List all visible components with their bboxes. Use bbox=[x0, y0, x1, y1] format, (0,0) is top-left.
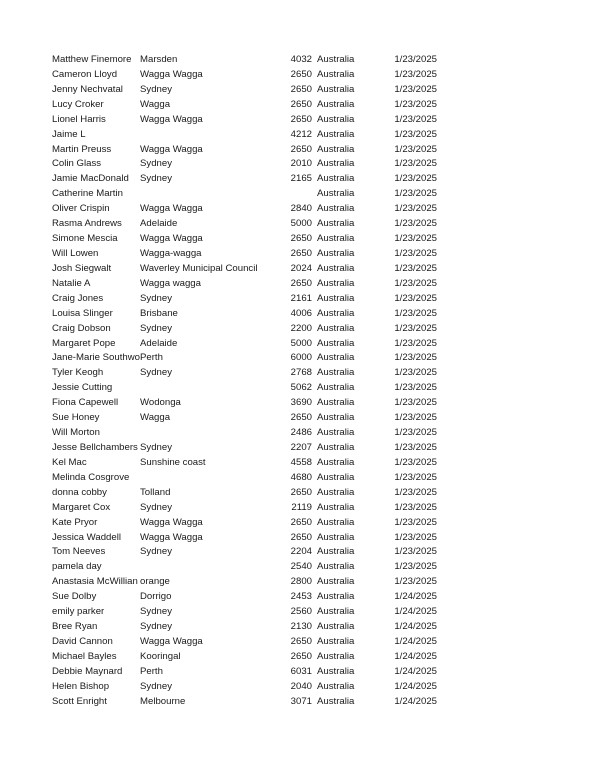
table-row bbox=[0, 351, 600, 366]
city-cell: Sydney bbox=[140, 501, 288, 516]
city-cell: Adelaide bbox=[140, 337, 288, 352]
name-cell: Rasma Andrews bbox=[52, 218, 122, 230]
date-cell: 1/23/2025 bbox=[394, 561, 437, 573]
postcode-cell: 2010 bbox=[290, 158, 312, 170]
postcode-cell: 2040 bbox=[290, 680, 312, 692]
postcode-cell: 5000 bbox=[290, 218, 312, 230]
postcode-cell: 2200 bbox=[290, 322, 312, 334]
date-cell: 1/23/2025 bbox=[394, 486, 437, 498]
postcode-cell: 2453 bbox=[290, 591, 312, 603]
table-row bbox=[0, 441, 600, 456]
country-cell: Australia bbox=[317, 382, 355, 394]
country-cell: Australia bbox=[317, 113, 355, 125]
postcode-cell: 4032 bbox=[290, 54, 312, 65]
table-row bbox=[0, 381, 600, 396]
table-row bbox=[0, 590, 600, 605]
table-row bbox=[0, 605, 600, 620]
postcode-cell: 6031 bbox=[290, 665, 312, 677]
postcode-cell: 4680 bbox=[290, 471, 312, 483]
name-cell: Kel Mac bbox=[52, 456, 87, 468]
country-cell: Australia bbox=[317, 531, 355, 543]
postcode-cell: 2840 bbox=[290, 203, 312, 215]
country-cell: Australia bbox=[317, 606, 355, 618]
table-row bbox=[0, 277, 600, 292]
date-cell: 1/24/2025 bbox=[394, 606, 437, 618]
country-cell: Australia bbox=[317, 292, 355, 304]
city-cell: Perth bbox=[140, 665, 288, 680]
table-row bbox=[0, 307, 600, 322]
table-row bbox=[0, 172, 600, 187]
postcode-cell: 2650 bbox=[290, 98, 312, 110]
name-cell: Bree Ryan bbox=[52, 621, 98, 633]
name-cell: Margaret Cox bbox=[52, 501, 111, 513]
date-cell: 1/23/2025 bbox=[394, 352, 437, 364]
country-cell: Australia bbox=[317, 307, 355, 319]
country-cell: Australia bbox=[317, 591, 355, 603]
name-cell: Jesse Bellchambers bbox=[52, 441, 138, 453]
city-cell: Wagga Wagga bbox=[140, 68, 288, 83]
country-cell: Australia bbox=[317, 546, 355, 558]
city-cell: Wagga-wagga bbox=[140, 247, 288, 262]
date-cell: 1/24/2025 bbox=[394, 680, 437, 692]
date-cell: 1/23/2025 bbox=[394, 128, 437, 140]
date-cell: 1/23/2025 bbox=[394, 68, 437, 80]
country-cell: Australia bbox=[317, 143, 355, 155]
postcode-cell: 2650 bbox=[290, 83, 312, 95]
city-cell: Brisbane bbox=[140, 307, 288, 322]
name-cell: Tyler Keogh bbox=[52, 367, 104, 379]
country-cell: Australia bbox=[317, 516, 355, 528]
table-row bbox=[0, 53, 600, 68]
date-cell: 1/24/2025 bbox=[394, 695, 437, 707]
country-cell: Australia bbox=[317, 650, 355, 662]
postcode-cell: 2486 bbox=[290, 427, 312, 439]
country-cell: Australia bbox=[317, 218, 355, 230]
country-cell: Australia bbox=[317, 367, 355, 379]
table-row bbox=[0, 471, 600, 486]
table-row bbox=[0, 516, 600, 531]
name-cell: Will Lowen bbox=[52, 247, 99, 259]
date-cell: 1/23/2025 bbox=[394, 188, 437, 200]
table-row bbox=[0, 560, 600, 575]
table-row bbox=[0, 665, 600, 680]
date-cell: 1/23/2025 bbox=[394, 54, 437, 65]
country-cell: Australia bbox=[317, 665, 355, 677]
country-cell: Australia bbox=[317, 233, 355, 245]
name-cell: Matthew Finemore bbox=[52, 54, 132, 65]
table-row bbox=[0, 337, 600, 352]
table-row bbox=[0, 635, 600, 650]
name-cell: Kate Pryor bbox=[52, 516, 98, 528]
country-cell: Australia bbox=[317, 337, 355, 349]
date-cell: 1/23/2025 bbox=[394, 173, 437, 185]
name-cell: donna cobby bbox=[52, 486, 107, 498]
country-cell: Australia bbox=[317, 98, 355, 110]
city-cell: Dorrigo bbox=[140, 590, 288, 605]
postcode-cell: 2650 bbox=[290, 113, 312, 125]
date-cell: 1/23/2025 bbox=[394, 471, 437, 483]
name-cell: Tom Neeves bbox=[52, 546, 106, 558]
date-cell: 1/23/2025 bbox=[394, 98, 437, 110]
country-cell: Australia bbox=[317, 188, 355, 200]
postcode-cell: 4006 bbox=[290, 307, 312, 319]
table-row bbox=[0, 501, 600, 516]
postcode-cell: 5062 bbox=[290, 382, 312, 394]
city-cell: Sydney bbox=[140, 172, 288, 187]
date-cell: 1/23/2025 bbox=[394, 576, 437, 588]
name-cell: Natalie A bbox=[52, 277, 91, 289]
date-cell: 1/23/2025 bbox=[394, 441, 437, 453]
date-cell: 1/23/2025 bbox=[394, 292, 437, 304]
country-cell: Australia bbox=[317, 561, 355, 573]
country-cell: Australia bbox=[317, 173, 355, 185]
date-cell: 1/23/2025 bbox=[394, 427, 437, 439]
city-cell: Marsden bbox=[140, 53, 288, 68]
country-cell: Australia bbox=[317, 680, 355, 692]
name-cell: Craig Jones bbox=[52, 292, 104, 304]
table-row bbox=[0, 620, 600, 635]
name-cell: Margaret Pope bbox=[52, 337, 116, 349]
country-cell: Australia bbox=[317, 397, 355, 409]
date-cell: 1/23/2025 bbox=[394, 516, 437, 528]
country-cell: Australia bbox=[317, 277, 355, 289]
spreadsheet-table bbox=[0, 53, 600, 710]
postcode-cell: 6000 bbox=[290, 352, 312, 364]
table-row bbox=[0, 187, 600, 202]
city-cell: Tolland bbox=[140, 486, 288, 501]
city-cell: Sydney bbox=[140, 292, 288, 307]
name-cell: Jessie Cutting bbox=[52, 382, 113, 394]
name-cell: Fiona Capewell bbox=[52, 397, 119, 409]
date-cell: 1/23/2025 bbox=[394, 262, 437, 274]
country-cell: Australia bbox=[317, 486, 355, 498]
name-cell: Jane-Marie Southwo bbox=[52, 352, 140, 364]
postcode-cell: 2650 bbox=[290, 516, 312, 528]
postcode-cell: 3071 bbox=[290, 695, 312, 707]
table-row bbox=[0, 232, 600, 247]
name-cell: David Cannon bbox=[52, 635, 113, 647]
date-cell: 1/23/2025 bbox=[394, 456, 437, 468]
postcode-cell: 2650 bbox=[290, 233, 312, 245]
name-cell: Oliver Crispin bbox=[52, 203, 110, 215]
name-cell: Josh Siegwalt bbox=[52, 262, 112, 274]
table-row bbox=[0, 456, 600, 471]
postcode-cell: 2560 bbox=[290, 606, 312, 618]
date-cell: 1/23/2025 bbox=[394, 382, 437, 394]
date-cell: 1/23/2025 bbox=[394, 83, 437, 95]
country-cell: Australia bbox=[317, 352, 355, 364]
city-cell: Sydney bbox=[140, 605, 288, 620]
city-cell: Wagga Wagga bbox=[140, 232, 288, 247]
city-cell: Wagga Wagga bbox=[140, 113, 288, 128]
name-cell: Anastasia McWillian bbox=[52, 576, 138, 588]
city-cell: Wagga Wagga bbox=[140, 143, 288, 158]
table-row bbox=[0, 157, 600, 172]
table-row bbox=[0, 98, 600, 113]
table-row bbox=[0, 545, 600, 560]
postcode-cell: 2650 bbox=[290, 635, 312, 647]
table-row bbox=[0, 247, 600, 262]
date-cell: 1/24/2025 bbox=[394, 591, 437, 603]
date-cell: 1/23/2025 bbox=[394, 203, 437, 215]
country-cell: Australia bbox=[317, 54, 355, 65]
postcode-cell: 2650 bbox=[290, 531, 312, 543]
name-cell: Sue Honey bbox=[52, 412, 100, 424]
name-cell: emily parker bbox=[52, 606, 105, 618]
name-cell: Melinda Cosgrove bbox=[52, 471, 130, 483]
country-cell: Australia bbox=[317, 83, 355, 95]
city-cell: Melbourne bbox=[140, 695, 288, 710]
country-cell: Australia bbox=[317, 501, 355, 513]
postcode-cell: 4212 bbox=[290, 128, 312, 140]
date-cell: 1/23/2025 bbox=[394, 233, 437, 245]
city-cell: Sydney bbox=[140, 157, 288, 172]
city-cell: Kooringal bbox=[140, 650, 288, 665]
table-row bbox=[0, 531, 600, 546]
country-cell: Australia bbox=[317, 456, 355, 468]
table-row bbox=[0, 143, 600, 158]
date-cell: 1/23/2025 bbox=[394, 277, 437, 289]
date-cell: 1/23/2025 bbox=[394, 367, 437, 379]
table-row bbox=[0, 292, 600, 307]
name-cell: Sue Dolby bbox=[52, 591, 97, 603]
date-cell: 1/23/2025 bbox=[394, 307, 437, 319]
city-cell: Wagga bbox=[140, 98, 288, 113]
table-row bbox=[0, 83, 600, 98]
table-row bbox=[0, 695, 600, 710]
table-row bbox=[0, 426, 600, 441]
date-cell: 1/23/2025 bbox=[394, 397, 437, 409]
city-cell: Sydney bbox=[140, 620, 288, 635]
name-cell: Craig Dobson bbox=[52, 322, 111, 334]
postcode-cell: 2161 bbox=[290, 292, 312, 304]
country-cell: Australia bbox=[317, 635, 355, 647]
name-cell: Simone Mescia bbox=[52, 233, 118, 245]
date-cell: 1/23/2025 bbox=[394, 143, 437, 155]
date-cell: 1/23/2025 bbox=[394, 218, 437, 230]
table-row bbox=[0, 202, 600, 217]
country-cell: Australia bbox=[317, 576, 355, 588]
table-row bbox=[0, 486, 600, 501]
country-cell: Australia bbox=[317, 412, 355, 424]
postcode-cell: 2650 bbox=[290, 412, 312, 424]
city-cell: Adelaide bbox=[140, 217, 288, 232]
city-cell: Sydney bbox=[140, 441, 288, 456]
name-cell: Helen Bishop bbox=[52, 680, 110, 692]
name-cell: Catherine Martin bbox=[52, 188, 123, 200]
postcode-cell: 2800 bbox=[290, 576, 312, 588]
postcode-cell: 2650 bbox=[290, 277, 312, 289]
table-row bbox=[0, 575, 600, 590]
table-row bbox=[0, 262, 600, 277]
city-cell: Wagga Wagga bbox=[140, 635, 288, 650]
country-cell: Australia bbox=[317, 441, 355, 453]
date-cell: 1/23/2025 bbox=[394, 247, 437, 259]
date-cell: 1/23/2025 bbox=[394, 546, 437, 558]
date-cell: 1/23/2025 bbox=[394, 322, 437, 334]
name-cell: Scott Enright bbox=[52, 695, 107, 707]
country-cell: Australia bbox=[317, 621, 355, 633]
date-cell: 1/23/2025 bbox=[394, 158, 437, 170]
table-row bbox=[0, 322, 600, 337]
date-cell: 1/23/2025 bbox=[394, 501, 437, 513]
name-cell: Jenny Nechvatal bbox=[52, 83, 123, 95]
name-cell: Michael Bayles bbox=[52, 650, 117, 662]
postcode-cell: 2204 bbox=[290, 546, 312, 558]
postcode-cell: 2207 bbox=[290, 441, 312, 453]
name-cell: Martin Preuss bbox=[52, 143, 112, 155]
city-cell: Waverley Municipal Council bbox=[140, 262, 288, 277]
postcode-cell: 2024 bbox=[290, 262, 312, 274]
date-cell: 1/23/2025 bbox=[394, 531, 437, 543]
name-cell: Cameron Lloyd bbox=[52, 68, 118, 80]
postcode-cell: 3690 bbox=[290, 397, 312, 409]
table-row bbox=[0, 680, 600, 695]
city-cell: Perth bbox=[140, 351, 288, 366]
date-cell: 1/23/2025 bbox=[394, 337, 437, 349]
name-cell: Louisa Slinger bbox=[52, 307, 113, 319]
country-cell: Australia bbox=[317, 322, 355, 334]
city-cell: Sydney bbox=[140, 545, 288, 560]
city-cell: Wagga wagga bbox=[140, 277, 288, 292]
country-cell: Australia bbox=[317, 262, 355, 274]
country-cell: Australia bbox=[317, 158, 355, 170]
table-row bbox=[0, 650, 600, 665]
country-cell: Australia bbox=[317, 68, 355, 80]
city-cell: Sydney bbox=[140, 366, 288, 381]
name-cell: pamela day bbox=[52, 561, 102, 573]
table-row bbox=[0, 217, 600, 232]
postcode-cell: 2650 bbox=[290, 143, 312, 155]
date-cell: 1/24/2025 bbox=[394, 665, 437, 677]
date-cell: 1/23/2025 bbox=[394, 113, 437, 125]
city-cell: Wagga Wagga bbox=[140, 202, 288, 217]
postcode-cell: 2650 bbox=[290, 650, 312, 662]
postcode-cell: 4558 bbox=[290, 456, 312, 468]
table-row bbox=[0, 113, 600, 128]
city-cell: Wagga Wagga bbox=[140, 531, 288, 546]
name-cell: Jaime L bbox=[52, 128, 86, 140]
postcode-cell: 2768 bbox=[290, 367, 312, 379]
name-cell: Colin Glass bbox=[52, 158, 102, 170]
date-cell: 1/24/2025 bbox=[394, 635, 437, 647]
name-cell: Lionel Harris bbox=[52, 113, 106, 125]
country-cell: Australia bbox=[317, 471, 355, 483]
postcode-cell: 2650 bbox=[290, 68, 312, 80]
country-cell: Australia bbox=[317, 203, 355, 215]
table-row bbox=[0, 366, 600, 381]
city-cell: Wodonga bbox=[140, 396, 288, 411]
city-cell: Wagga bbox=[140, 411, 288, 426]
table-row bbox=[0, 128, 600, 143]
city-cell: Sydney bbox=[140, 83, 288, 98]
date-cell: 1/24/2025 bbox=[394, 650, 437, 662]
postcode-cell: 2540 bbox=[290, 561, 312, 573]
name-cell: Jessica Waddell bbox=[52, 531, 121, 543]
postcode-cell: 5000 bbox=[290, 337, 312, 349]
city-cell: Sunshine coast bbox=[140, 456, 288, 471]
postcode-cell: 2650 bbox=[290, 486, 312, 498]
name-cell: Lucy Croker bbox=[52, 98, 104, 110]
date-cell: 1/23/2025 bbox=[394, 412, 437, 424]
city-cell: Wagga Wagga bbox=[140, 516, 288, 531]
table-row bbox=[0, 68, 600, 83]
country-cell: Australia bbox=[317, 695, 355, 707]
date-cell: 1/24/2025 bbox=[394, 621, 437, 633]
country-cell: Australia bbox=[317, 128, 355, 140]
name-cell: Will Morton bbox=[52, 427, 100, 439]
table-row bbox=[0, 396, 600, 411]
city-cell: Sydney bbox=[140, 680, 288, 695]
name-cell: Jamie MacDonald bbox=[52, 173, 129, 185]
country-cell: Australia bbox=[317, 427, 355, 439]
postcode-cell: 2119 bbox=[291, 501, 312, 513]
city-cell: orange bbox=[140, 575, 288, 590]
country-cell: Australia bbox=[317, 247, 355, 259]
postcode-cell: 2650 bbox=[290, 247, 312, 259]
city-cell: Sydney bbox=[140, 322, 288, 337]
table-row bbox=[0, 411, 600, 426]
postcode-cell: 2130 bbox=[290, 621, 312, 633]
postcode-cell: 2165 bbox=[290, 173, 312, 185]
name-cell: Debbie Maynard bbox=[52, 665, 123, 677]
